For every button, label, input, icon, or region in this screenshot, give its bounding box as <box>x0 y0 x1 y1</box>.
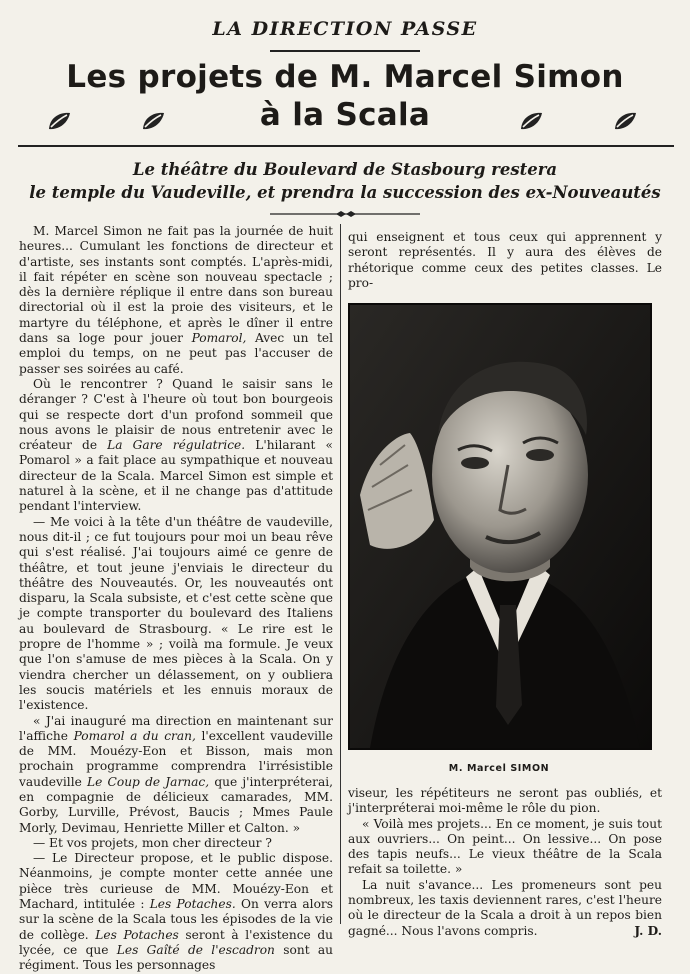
paragraph: M. Marcel Simon ne fait pas la journée de huit heures... Cumulant les fonctions de directeur et d'artiste, ses instants sont comptés. L'après-midi, il fait répéter en scène son nouveau spectacle ; dès la dernière réplique il entre dans son bureau directorial où il est la proie des visiteurs, et le martyre du téléphone, et après le dîner il entre dans sa loge pour jouer Pomarol, Avec un tel emploi du temps, on ne peut pas l'accuser de passer ses soirées au café. <box>19 224 333 376</box>
article-column-right-top <box>348 230 662 291</box>
paragraph: — Le Directeur propose, et le public dispose. Néanmoins, je compte monter cette année une pièce très curieuse de MM. Mouézy-Eon et Machard, intitulée : Les Potaches. On verra alors sur la scène de la Scala tous les épisodes de la vie de collège. Les Potaches seront à l'existence du lycée, ce que Les Gaîté de l'escadron sont au régiment. Tous les personnages <box>19 851 334 973</box>
paragraph: qui enseignent et tous ceux qui apprennent y seront représentés. Il y aura des élèves de rhétorique comme ceux des petites classes. Le pro- <box>348 230 662 290</box>
paragraph: « J'ai inauguré ma direction en maintenant sur l'affiche Pomarol a du cran, l'excellent vaudeville de MM. Mouézy-Eon et Bisson, mais mon prochain programme comprendra l'irrésistible vaudeville Le Coup de Jarnac, que j'interpréterai, en compagnie de délicieux camarades, MM. Gorby, Lurville, Prévost, Baucis ; Mmes Paule Morly, Devimau, Henriette Miller et Calton. » <box>19 713 334 835</box>
paragraph: — Et vos projets, mon cher directeur ? <box>33 835 272 850</box>
headline-line-2: à la Scala <box>259 97 431 133</box>
subheadline-line-1: Le théâtre du Boulevard de Stasbourg restera <box>132 160 558 179</box>
author-signature: J. D. <box>634 923 662 938</box>
paragraph: La nuit s'avance... Les promeneurs sont peu nombreux, les taxis deviennent rares, c'est l'heure où le directeur de la Scala a droit à un repos bien gagné... Nous l'avons compris. J. D. <box>348 877 662 938</box>
paragraph: viseur, les répétiteurs ne seront pas oubliés, et j'interpréterai moi-même le rôle du pion. <box>348 786 662 816</box>
headline <box>0 58 690 134</box>
subheadline-line-2: le temple du Vaudeville, et prendra la succession des ex-Nouveautés <box>29 183 661 202</box>
paragraph: « Voilà mes projets... En ce moment, je suis tout aux ouvriers... On peint... On lessive... On pose des tapis neufs... Le vieux théâtre de la Scala refait sa toilette. » <box>348 816 662 877</box>
portrait-figure <box>350 305 650 748</box>
article-column-right-bottom <box>348 786 662 939</box>
column-rule <box>340 224 341 924</box>
photo-caption: M. Marcel SIMON <box>448 763 550 774</box>
kicker-rule <box>270 50 420 52</box>
section-kicker: LA DIRECTION PASSE <box>212 18 478 40</box>
headline-line-1: Les projets de M. Marcel Simon <box>66 59 624 95</box>
portrait-photo <box>348 303 652 750</box>
divider-ornament-icon <box>270 211 420 217</box>
leaf-ornament-icon <box>518 110 544 132</box>
paragraph: Où le rencontrer ? Quand le saisir sans le déranger ? C'est à l'heure où tout bon bourgeois qui se respecte dort d'un profond sommeil que nous avons le plaisir de nous entretenir avec le créateur de La Gare régulatrice. L'hilarant « Pomarol » a fait place au sympathique et nouveau directeur de la Scala. Marcel Simon est simple et naturel à la scène, et il ne change pas d'attitude pendant l'interview. <box>19 376 334 514</box>
article-column-left <box>19 224 333 974</box>
headline-rule <box>18 145 674 147</box>
subheadline <box>0 158 690 204</box>
leaf-ornament-icon <box>140 110 166 132</box>
leaf-ornament-icon <box>46 110 72 132</box>
leaf-ornament-icon <box>612 110 638 132</box>
paragraph: — Me voici à la tête d'un théâtre de vaudeville, nous dit-il ; ce fut toujours pour moi un beau rêve qui s'est réalisé. J'ai toujours aimé ce genre de théâtre, et tout jeune j'enviais le directeur du théâtre des Nouveautés. Or, les nouveautés ont disparu, la Scala subsiste, et c'est cette scène que je compte transporter du boulevard des Italiens au boulevard de Strasbourg. « Le rire est le propre de l'homme » ; voilà ma formule. Je veux que l'on s'amuse de mes pièces à la Scala. On y viendra chercher un délassement, on y oubliera les soucis matériels et les ennuis moraux de l'existence. <box>19 514 333 713</box>
